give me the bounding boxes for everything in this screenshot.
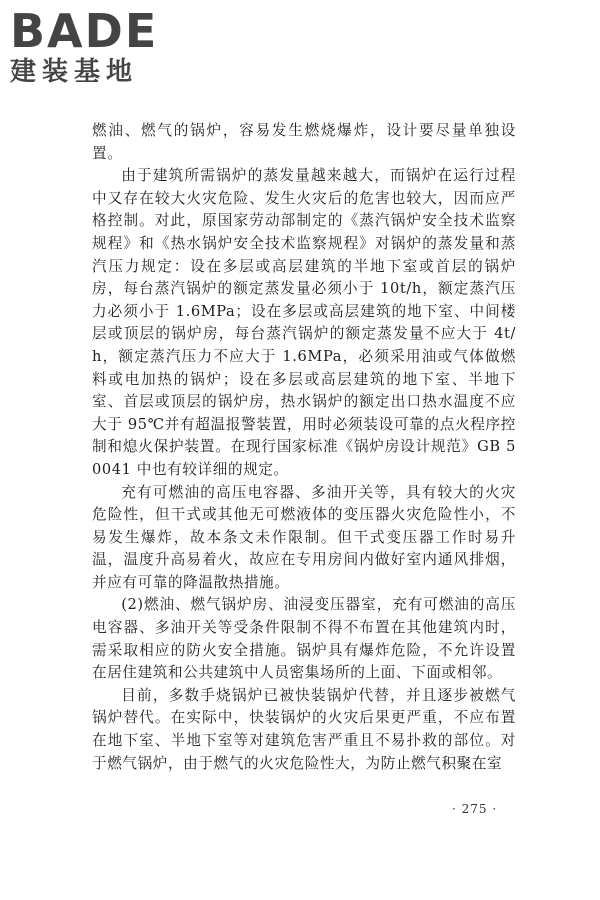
paragraph-2: 由于建筑所需锅炉的蒸发量越来越大，而锅炉在运行过程中又存在较大火灾危险、发生火灾后的危害也较大，因而应严格控制。对此，原国家劳动部制定的《蒸汽锅炉安全技术监察规程》和《热水锅炉安全技术监察规程》对锅炉的蒸发量和蒸汽压力规定：设在多层或高层建筑的半地下室或首层的锅炉房，每台蒸汽锅炉的额定蒸发量必须小于 10t/h，额定蒸汽压力必须小于 1.6MPa；设在多层或高层建筑的地下室、中间楼层或顶层的锅炉房，每台蒸汽锅炉的额定蒸发量不应大于 4t/h，额定蒸汽压力不应大于 1.6MPa，必须采用油或气体做燃料或电加热的锅炉；设在多层或高层建筑的地下室、半地下室、首层或顶层的锅炉房，热水锅炉的额定出口热水温度不应大于 95℃并有超温报警装置，用时必须装设可靠的点火程序控制和熄火保护装置。在现行国家标准《锅炉房设计规范》GB 50041 中也有较详细的规定。 (92, 167, 516, 478)
logo-subtitle: 建装基地 (10, 57, 139, 87)
page-body (92, 120, 516, 775)
paragraph-1: 燃油、燃气的锅炉，容易发生燃烧爆炸，设计要尽量单独设置。 (92, 122, 516, 162)
logo (10, 6, 180, 92)
paragraph-4: (2)燃油、燃气锅炉房、油浸变压器室，充有可燃油的高压电容器、多油开关等受条件限制不得不布置在其他建筑内时，需采取相应的防火安全措施。锅炉具有爆炸危险，不允许设置在居住建筑和公共建筑中人员密集场所的上面、下面或相邻。 (92, 596, 516, 682)
page-number: · 275 · (452, 802, 498, 816)
paragraph-5: 目前，多数手烧锅炉已被快装锅炉代替，并且逐步被燃气锅炉替代。在实际中，快装锅炉的火灾后果更严重，不应布置在地下室、半地下室等对建筑危害严重且不易扑救的部位。对于燃气锅炉，由于燃气的火灾危险性大，为防止燃气积聚在室 (92, 686, 516, 772)
logo-brand: BADE (10, 4, 159, 58)
paragraph-3: 充有可燃油的高压电容器、多油开关等，具有较大的火灾危险性，但干式或其他无可燃液体的变压器火灾危险性小，不易发生爆炸，故本条文未作限制。但干式变压器工作时易升温，温度升高易着火，故应在专用房间内做好室内通风排烟，并应有可靠的降温散热措施。 (92, 483, 516, 591)
